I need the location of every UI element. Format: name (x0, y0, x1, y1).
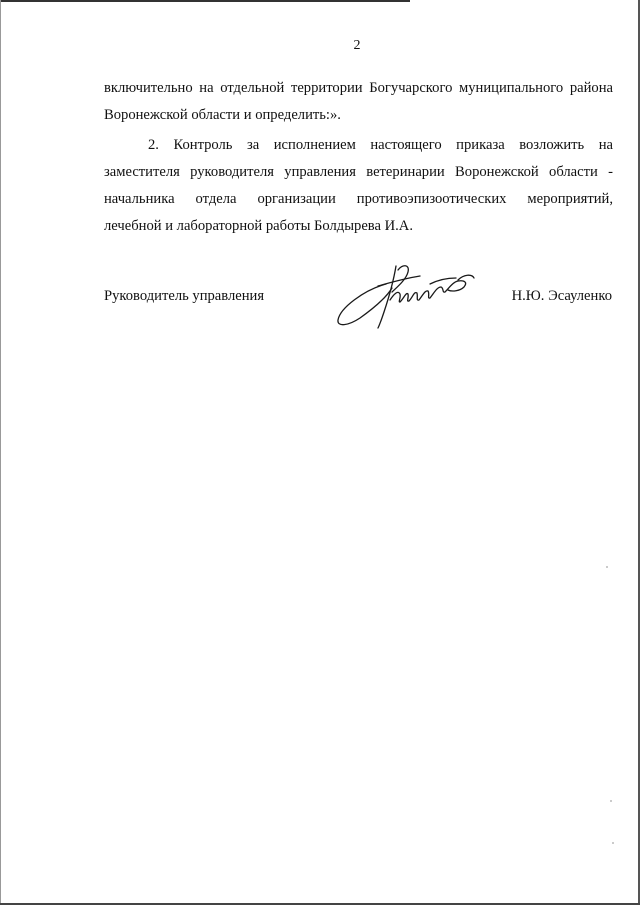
page-number: 2 (353, 38, 361, 53)
paragraph1-line2: Воронежской области и определить:». (104, 107, 341, 123)
paragraph2-line4: лечебной и лабораторной работы Болдырева И.А. (104, 218, 413, 234)
scan-edge-left (0, 0, 1, 905)
paragraph-continuation (104, 75, 613, 129)
signatory-title: Руководитель управления (104, 288, 265, 304)
handwritten-signature (334, 260, 484, 330)
scan-edge-top (0, 0, 410, 2)
signatory-name: Н.Ю. Эсауленко (511, 288, 612, 304)
paragraph2-line3: начальника отдела организации противоэпизоотических мероприятий, (104, 191, 613, 207)
paragraph1-line1: включительно на отдельной территории Богучарского муниципального района (104, 80, 613, 96)
paragraph2-line2: заместителя руководителя управления ветеринарии Воронежской области - (104, 164, 613, 180)
paragraph2-line1: 2. Контроль за исполнением настоящего приказа возложить на (148, 137, 613, 153)
paragraph-control (104, 132, 613, 240)
